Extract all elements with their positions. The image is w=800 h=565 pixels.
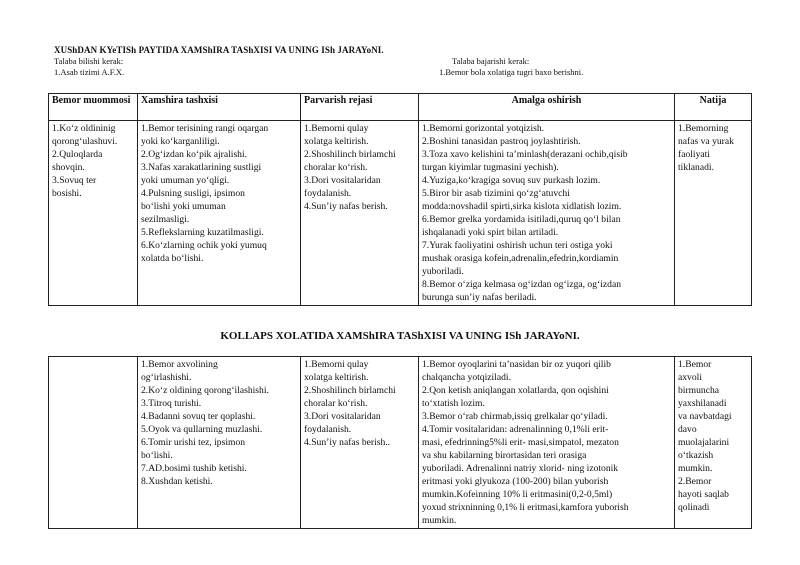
left-requirement-label: Talaba bilishi kerak:: [54, 56, 124, 66]
text-line: 1.Bemor: [678, 359, 712, 370]
text-line: bo‘lishi.: [141, 450, 173, 461]
text-line: to‘xtatish lozim.: [422, 398, 485, 409]
text-line: 1.Bemor terisining rangi oqargan: [141, 123, 269, 134]
text-line: bosishi.: [52, 188, 82, 199]
cell-action: [419, 357, 675, 529]
text-line: 3.Nafas xarakatlarining sustligi: [141, 162, 262, 173]
text-line: 7.AD.bosimi tushib ketishi.: [141, 463, 247, 474]
text-line: 5.Reflekslarning kuzatilmasligi.: [141, 227, 264, 238]
text-line: 6.Bemor grelka yordamida isitiladi,quruq qo‘l bilan: [422, 214, 621, 225]
text-line: mumkin.: [422, 515, 457, 526]
text-line: 1.Bemor axvolining: [141, 359, 218, 370]
text-line: 2.Bemor: [678, 476, 712, 487]
cell-care: [301, 121, 419, 306]
text-line: eritmasi yoki glyukoza (100-200) bilan yuborish: [422, 476, 609, 487]
text-line: choralar ko‘rish.: [304, 162, 368, 173]
text-line: davo: [678, 424, 697, 435]
text-line: shovqin.: [52, 162, 85, 173]
text-line: foydalanish.: [304, 424, 352, 435]
text-line: 4.Sun’iy nafas berish..: [304, 437, 391, 448]
text-line: ishqalanadi yoki spirt bilan artiladi.: [422, 227, 559, 238]
care-table-fainting: [48, 93, 752, 306]
text-line: 2.Shoshilinch birlamchi: [304, 149, 396, 160]
col-header-diagnosis: Xamshira tashxisi: [138, 94, 301, 121]
text-line: 5.Oyok va qullarning muzlashi.: [141, 424, 263, 435]
text-line: mumkin.: [678, 463, 713, 474]
care-table-collapse: [48, 356, 752, 529]
text-line: va navbatdagi: [678, 411, 732, 422]
col-header-care: Parvarish rejasi: [301, 94, 419, 121]
text-line: yaxshilanadi: [678, 398, 727, 409]
text-line: 4.Tomir vositalaridan: adrenalinning 0,1%li erit-: [422, 424, 609, 435]
cell-result: [675, 121, 752, 306]
cell-problem: [49, 357, 138, 529]
text-line: xolatga keltirish.: [304, 372, 369, 383]
text-line: 4.Badanni sovuq ter qoplashi.: [141, 411, 256, 422]
text-line: modda:novshadil spirti,sirka kislota xidlatish lozim.: [422, 201, 622, 212]
page-title: XUShDAN KYeTISh PAYTIDA XAMShIRA TAShXISI VA UNING ISh JARAYoNI.: [54, 45, 384, 55]
right-requirement-label: Talaba bajarishi kerak:: [452, 56, 530, 66]
text-line: 5.Biror bir asab tizimini qo‘zg‘atuvchi: [422, 188, 570, 199]
text-line: yoki ko‘karganliligi.: [141, 136, 220, 147]
right-requirement-value: 1.Bemor bola xolatiga tugri baxo berishni.: [439, 67, 584, 77]
cell-diagnosis: [138, 121, 301, 306]
left-requirement-value: 1.Asab tizimi A.F.X.: [54, 67, 125, 77]
text-line: nafas va yurak: [678, 136, 734, 147]
text-line: chalqancha yotqiziladi.: [422, 372, 511, 383]
text-line: 6.Ko‘zlarning ochik yoki yumuq: [141, 240, 267, 251]
cell-action: [419, 121, 675, 306]
text-line: 3.Bemor o‘rab chirmab,issiq grelkalar qo‘yiladi.: [422, 411, 608, 422]
text-line: turgan kiyimlar tugmasini yechish).: [422, 162, 559, 173]
text-line: 1.Bemorni gorizontal yotqizish.: [422, 123, 545, 134]
text-line: bo‘lishi yoki umuman: [141, 201, 226, 212]
cell-result: [675, 357, 752, 529]
cell-care: [301, 357, 419, 529]
text-line: yuboriladi.: [422, 266, 464, 277]
text-line: faoliyati: [678, 149, 710, 160]
text-line: 3.Dori vositalaridan: [304, 411, 381, 422]
text-line: 2.Quloqlarda: [52, 149, 103, 160]
text-line: 4.Yuziga,ko‘kragiga sovuq suv purkash lozim.: [422, 175, 601, 186]
text-line: 3.Sovuq ter: [52, 175, 97, 186]
text-line: 2.Og‘izdan ko‘pik ajralishi.: [141, 149, 248, 160]
section-title-collapse: KOLLAPS XOLATIDA XAMShIRA TAShXISI VA UNING ISh JARAYoNI.: [220, 330, 580, 342]
text-line: burunga sun’iy nafas beriladi.: [422, 292, 537, 303]
text-line: choralar ko‘rish.: [304, 398, 368, 409]
text-line: hayoti saqlab: [678, 489, 729, 500]
text-line: foydalanish.: [304, 188, 352, 199]
col-header-action: Amalga oshirish: [419, 94, 675, 121]
text-line: mushak orasiga kofein,adrenalin,efedrin,kordiamin: [422, 253, 619, 264]
text-line: va shu kabilarning birortasidan teri orasiga: [422, 450, 587, 461]
text-line: yuboriladi. Adrenalinni natriy xlorid- ning izotonik: [422, 463, 619, 474]
text-line: 4.Sun’iy nafas berish.: [304, 201, 388, 212]
col-header-problem: Bemor muommosi: [49, 94, 138, 121]
text-line: 1.Bemorni qulay: [304, 123, 369, 134]
text-line: mumkin.Kofeinning 10% li eritmasini(0,2-0,5ml): [422, 489, 613, 500]
text-line: 3.Dori vositalaridan: [304, 175, 381, 186]
text-line: 2.Shoshilinch birlamchi: [304, 385, 396, 396]
text-line: 1.Bemorning: [678, 123, 729, 134]
text-line: yoki umuman yo‘qligi.: [141, 175, 230, 186]
text-line: 2.Ko‘z oldining qorong‘ilashishi.: [141, 385, 269, 396]
text-line: muolajalarini: [678, 437, 730, 448]
text-line: o‘tkazish: [678, 450, 714, 461]
text-line: 7.Yurak faoliyatini oshirish uchun teri ostiga yoki: [422, 240, 613, 251]
text-line: 2.Qon ketish aniqlangan xolatlarda, qon oqishini: [422, 385, 609, 396]
text-line: 6.Tomir urishi tez, ipsimon: [141, 437, 246, 448]
text-line: xolatga keltirish.: [304, 136, 369, 147]
text-line: 8.Bemor o‘ziga kelmasa og‘izdan og‘izga, og‘izdan: [422, 279, 621, 290]
text-line: yoxud strixninning 0,1% li eritmasi,kamfora yuborish: [422, 502, 629, 513]
text-line: 8.Xushdan ketishi.: [141, 476, 213, 487]
text-line: xolatda bo‘lishi.: [141, 253, 204, 264]
text-line: 2.Boshini tanasidan pastroq joylashtirish.: [422, 136, 581, 147]
text-line: 3.Toza xavo kelishini ta’minlash(derazani ochib,qisib: [422, 149, 628, 160]
text-line: qorong‘ulashuvi.: [52, 136, 118, 147]
text-line: sezilmasligi.: [141, 214, 190, 225]
cell-diagnosis: [138, 357, 301, 529]
text-line: og‘irlashishi.: [141, 372, 192, 383]
text-line: 1.Bemorni qulay: [304, 359, 369, 370]
col-header-result: Natija: [675, 94, 752, 121]
text-line: 4.Pulsning susligi, ipsimon: [141, 188, 245, 199]
text-line: 3.Titroq turishi.: [141, 398, 202, 409]
text-line: 1.Ko‘z oldininig: [52, 123, 116, 134]
text-line: masi, efedrinning5%li erit- masi,simpatol, mezaton: [422, 437, 619, 448]
text-line: birmuncha: [678, 385, 720, 396]
cell-problem: [49, 121, 138, 306]
text-line: axvoli: [678, 372, 702, 383]
text-line: 1.Bemor oyoqlarini ta’nasidan bir oz yuqori qilib: [422, 359, 611, 370]
text-line: tiklanadi.: [678, 162, 714, 173]
text-line: qolinadi: [678, 502, 710, 513]
